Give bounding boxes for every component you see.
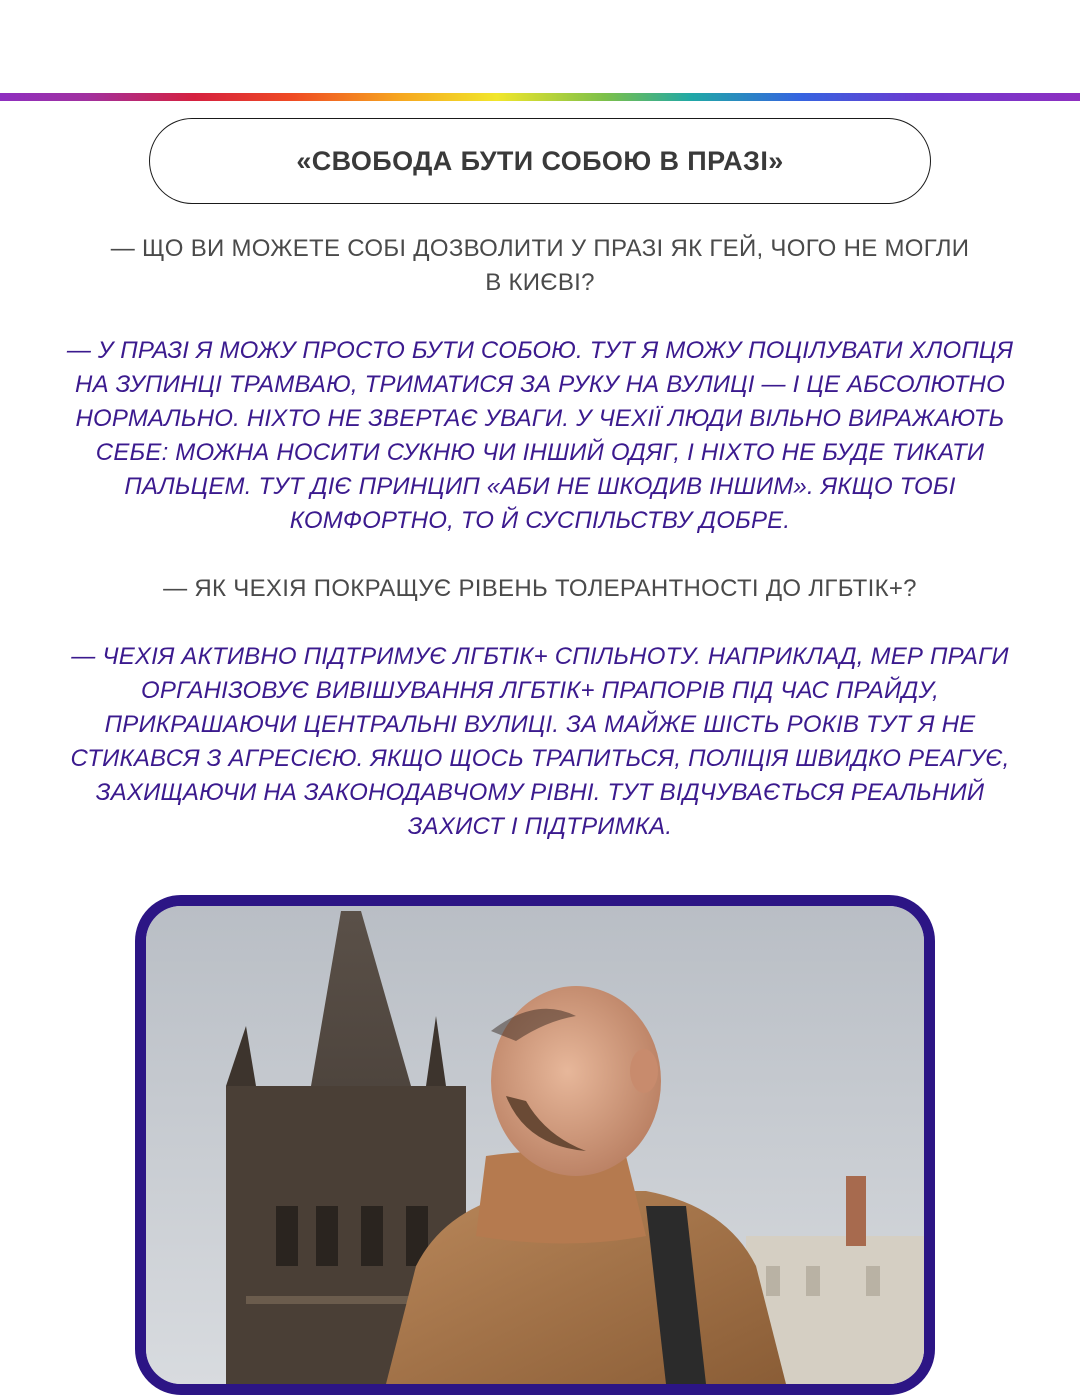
- portrait-photo: [135, 895, 935, 1395]
- page-title: «СВОБОДА БУТИ СОБОЮ В ПРАЗІ»: [296, 145, 784, 176]
- question-2: — ЯК ЧЕХІЯ ПОКРАЩУЄ РІВЕНЬ ТОЛЕРАНТНОСТІ ДО ЛГБТІК+?: [163, 575, 917, 602]
- man-by-prague-tower-photo: [146, 906, 924, 1384]
- rainbow-divider: [0, 93, 1080, 101]
- title-banner: [149, 118, 931, 204]
- question-1: — ЩО ВИ МОЖЕТЕ СОБІ ДОЗВОЛИТИ У ПРАЗІ ЯК ГЕЙ, ЧОГО НЕ МОГЛИ В КИЄВІ?: [110, 235, 970, 296]
- answer-1: — У ПРАЗІ Я МОЖУ ПРОСТО БУТИ СОБОЮ. ТУТ Я МОЖУ ПОЦІЛУВАТИ ХЛОПЦЯ НА ЗУПИНЦІ ТРАМВАЮ, ТРИМАТИСЯ ЗА РУКУ НА ВУЛИЦІ — І ЦЕ АБСОЛЮТНО НОРМАЛЬНО. НІХТО НЕ ЗВЕРТАЄ УВАГИ. У ЧЕХІЇ ЛЮДИ ВІЛЬНО ВИРАЖАЮТЬ СЕБЕ: МОЖНА НОСИТИ СУКНЮ ЧИ ІНШИЙ ОДЯГ, І НІХТО НЕ БУДЕ ТИКАТИ ПАЛЬЦЕМ. ТУТ ДІЄ ПРИНЦИП «АБИ НЕ ШКОДИВ ІНШИМ». ЯКЩО ТОБІ КОМФОРТНО, ТО Й СУСПІЛЬСТВУ ДОБРЕ.: [66, 337, 1014, 534]
- answer-2: — ЧЕХІЯ АКТИВНО ПІДТРИМУЄ ЛГБТІК+ СПІЛЬНОТУ. НАПРИКЛАД, МЕР ПРАГИ ОРГАНІЗОВУЄ ВИВІШУВАННЯ ЛГБТІК+ ПРАПОРІВ ПІД ЧАС ПРАЙДУ, ПРИКРАШАЮЧИ ЦЕНТРАЛЬНІ ВУЛИЦІ. ЗА МАЙЖЕ ШІСТЬ РОКІВ ТУТ Я НЕ СТИКАВСЯ З АГРЕСІЄЮ. ЯКЩО ЩОСЬ ТРАПИТЬСЯ, ПОЛІЦІЯ ШВИДКО РЕАГУЄ, ЗАХИЩАЮЧИ НА ЗАКОНОДАВЧОМУ РІВНІ. ТУТ ВІДЧУВАЄТЬСЯ РЕАЛЬНИЙ ЗАХИСТ І ПІДТРИМКА.: [70, 643, 1010, 840]
